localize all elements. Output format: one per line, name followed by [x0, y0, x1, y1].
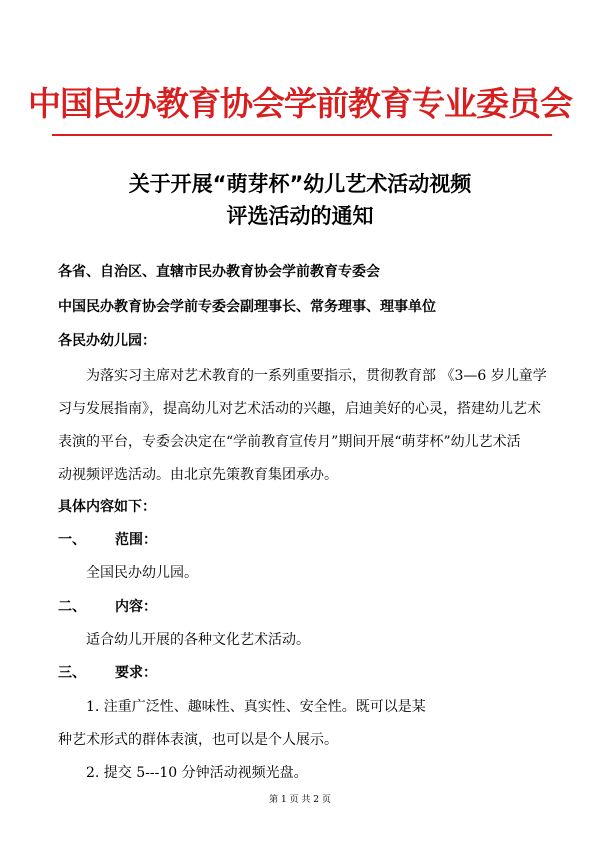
recipient-3: 各民办幼儿园：: [58, 333, 156, 349]
content-heading: 具体内容如下：: [58, 499, 156, 515]
intro-line-3: 表演的平台，专委会决定在“学前教育宣传月”期间开展“萌芽杯”幼儿艺术活: [58, 434, 521, 450]
section-3-heading: 要求：: [115, 665, 157, 681]
section-1-text: 全国民办幼儿园。: [86, 565, 198, 581]
section-1-number: 一、: [58, 532, 86, 548]
title-line-1: 关于开展“萌芽杯”幼儿艺术活动视频: [128, 172, 472, 196]
section-3-line-1: 1. 注重广泛性、趣味性、真实性、安全性。既可以是某: [86, 699, 426, 715]
letterhead-divider: [52, 134, 552, 136]
section-2-heading: 内容：: [115, 599, 157, 615]
section-2-text: 适合幼儿开展的各种文化艺术活动。: [86, 632, 310, 648]
section-3-line-3: 2. 提交 5---10 分钟活动视频光盘。: [86, 765, 308, 781]
intro-line-1: 为落实习主席对艺术教育的一系列重要指示，贯彻教育部 《3—6 岁儿童学: [86, 368, 547, 384]
title-line-2: 评选活动的通知: [226, 204, 374, 228]
section-3-number: 三、: [58, 665, 86, 681]
section-1-heading: 范围：: [115, 532, 157, 548]
recipient-1: 各省、自治区、直辖市民办教育协会学前教育专委会: [58, 264, 380, 280]
intro-line-2: 习与发展指南》，提高幼儿对艺术活动的兴趣，启迪美好的心灵，搭建幼儿艺术: [58, 401, 541, 417]
recipient-2: 中国民办教育协会学前专委会副理事长、常务理事、理事单位: [58, 299, 436, 315]
intro-line-4: 动视频评选活动。由北京先策教育集团承办。: [58, 467, 338, 483]
letterhead-org-name: 中国民办教育协会学前教育专业委员会: [28, 84, 572, 123]
section-3-line-2: 种艺术形式的群体表演，也可以是个人展示。: [58, 732, 338, 748]
section-2-number: 二、: [58, 599, 86, 615]
document-title: [0, 168, 600, 232]
page-footer: 第 1 页 共 2 页: [269, 795, 331, 805]
